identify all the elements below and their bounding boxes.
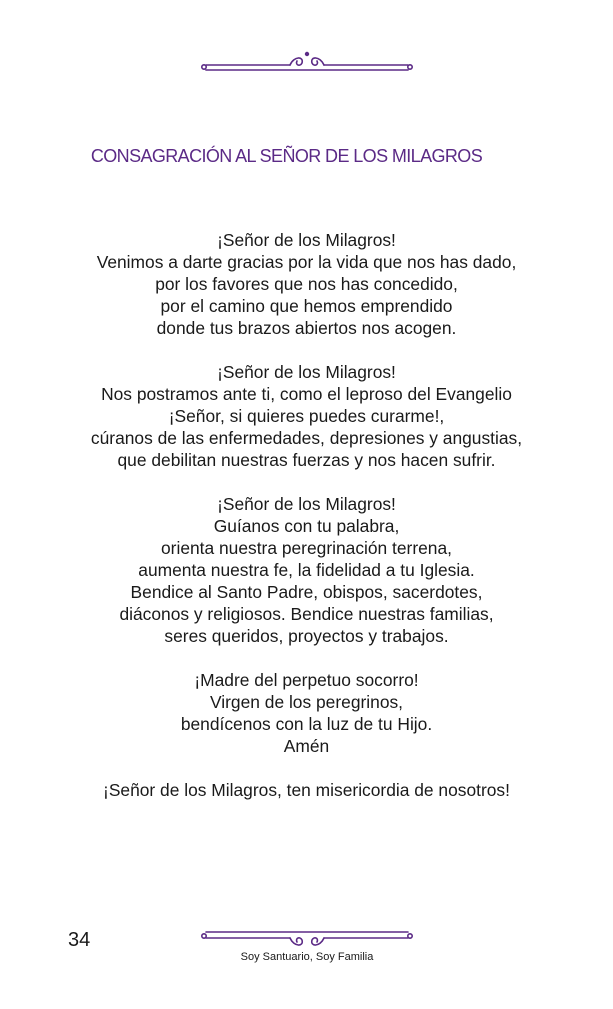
page-number: 34	[68, 929, 91, 951]
stanza-line: Nos postramos ante ti, como el leproso del Evangelio	[101, 384, 512, 404]
stanza-line: ¡Madre del perpetuo socorro!	[194, 670, 419, 690]
stanza-line: diáconos y religiosos. Bendice nuestras familias,	[119, 604, 494, 624]
prayer-body	[0, 229, 613, 823]
stanza-line: ¡Señor de los Milagros!	[217, 362, 396, 382]
stanza-line: ¡Señor de los Milagros!	[217, 230, 396, 250]
stanza-line: aumenta nuestra fe, la fidelidad a tu Iglesia.	[138, 560, 475, 580]
page-title	[0, 146, 613, 167]
stanza-1	[0, 229, 613, 339]
footer-text: Soy Santuario, Soy Familia	[240, 951, 374, 963]
stanza-3	[0, 493, 613, 647]
stanza-line: Bendice al Santo Padre, obispos, sacerdotes,	[130, 582, 483, 602]
top-flourish-divider-icon	[198, 48, 416, 76]
stanza-line: Venimos a darte gracias por la vida que nos has dado,	[96, 252, 517, 272]
stanza-line: ¡Señor, si quieres puedes curarme!,	[168, 406, 445, 426]
stanza-line: bendícenos con la luz de tu Hijo.	[180, 714, 433, 734]
stanza-line: seres queridos, proyectos y trabajos.	[164, 626, 449, 646]
stanza-5	[0, 779, 613, 801]
stanza-2	[0, 361, 613, 471]
stanza-line: Amén	[283, 736, 330, 756]
stanza-line: donde tus brazos abiertos nos acogen.	[156, 318, 457, 338]
stanza-line: ¡Señor de los Milagros!	[217, 494, 396, 514]
page-title-text: CONSAGRACIÓN AL SEÑOR DE LOS MILAGROS	[90, 146, 483, 166]
stanza-line: por los favores que nos has concedido,	[155, 274, 458, 294]
stanza-line: orienta nuestra peregrinación terrena,	[161, 538, 452, 558]
stanza-line: por el camino que hemos emprendido	[160, 296, 453, 316]
stanza-line: ¡Señor de los Milagros, ten misericordia de nosotros!	[103, 780, 510, 800]
stanza-line: cúranos de las enfermedades, depresiones y angustias,	[90, 428, 523, 448]
stanza-line: Guíanos con tu palabra,	[213, 516, 400, 536]
stanza-line: Virgen de los peregrinos,	[209, 692, 404, 712]
stanza-4	[0, 669, 613, 757]
stanza-line: que debilitan nuestras fuerzas y nos hacen sufrir.	[117, 450, 496, 470]
